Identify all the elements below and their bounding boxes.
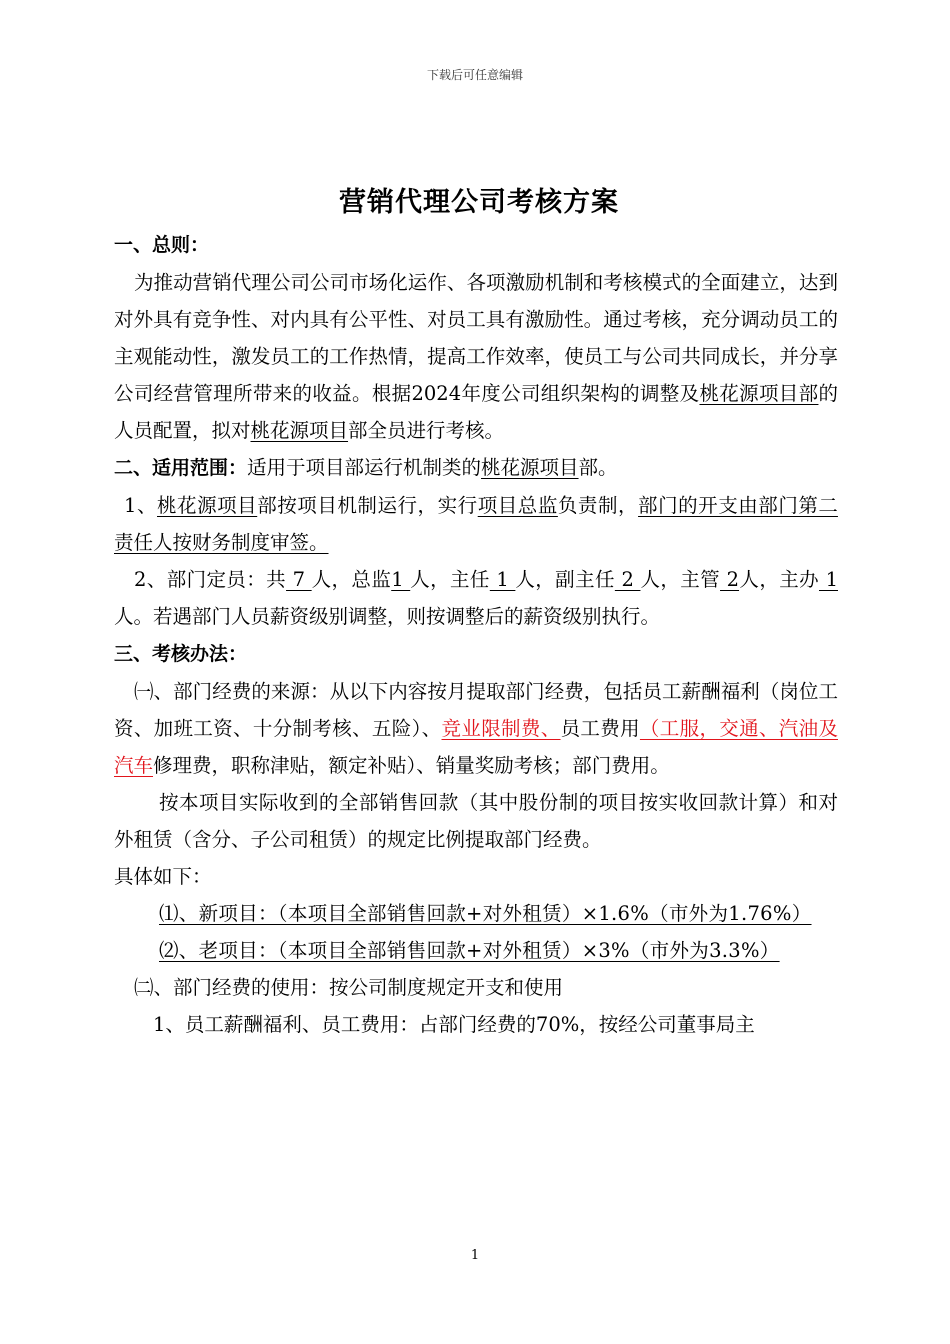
funding-basis-paragraph: 按本项目实际收到的全部销售回款（其中股份制的项目按实收回款计算）和对外租赁（含分、子公司租赁）的规定比例提取部门经费。 bbox=[114, 791, 838, 851]
header-note: 下载后可任意编辑 bbox=[426, 68, 523, 82]
highlight-noncompete-fee: 竞业限制费、 bbox=[441, 717, 561, 740]
new-project-rate: ⑴、新项目：（本项目全部销售回款+对外租赁）×1.6%（市外为1.76%） bbox=[159, 902, 812, 925]
section-heading-general: 一、总则： bbox=[114, 234, 210, 256]
project-name-link: 桃花源项目 bbox=[481, 456, 579, 479]
funding-usage-item-1: 1、员工薪酬福利、员工费用：占部门经费的70%，按经公司董事局主 bbox=[153, 1013, 755, 1036]
page-number: 1 bbox=[470, 1248, 480, 1263]
project-name-link: 桃花源项目 bbox=[250, 419, 349, 442]
section-heading-method: 三、考核办法： bbox=[114, 643, 248, 665]
general-paragraph: 为推动营销代理公司公司市场化运作、各项激励机制和考核模式的全面建立，达到对外具有竞争性、对内具有公平性、对员工具有激励性。通过考核，充分调动员工的主观能动性，激发员工的工作热情，提高工作效率，使员工与公司共同成长，并分享公司经营管理所带来的收益。根据2024年度公司组织架构的调整及桃花源项目部的人员配置，拟对桃花源项目部全员进行考核。 bbox=[114, 271, 838, 442]
document-body bbox=[114, 180, 838, 1043]
old-project-rate: ⑵、老项目：（本项目全部销售回款+对外租赁）×3%（市外为3.3%） bbox=[159, 939, 780, 962]
document-title: 营销代理公司考核方案 bbox=[339, 187, 619, 218]
funding-usage-heading: ㈡、部门经费的使用：按公司制度规定开支和使用 bbox=[134, 976, 564, 999]
details-label: 具体如下： bbox=[114, 865, 212, 888]
project-name-link: 桃花源项目部 bbox=[699, 382, 819, 405]
section-heading-scope: 二、适用范围：适用于项目部运行机制类的桃花源项目部。 bbox=[114, 456, 618, 479]
scope-item-2: 2、部门定员：共 7 人，总监1 人，主任 1 人，副主任 2 人，主管 2人，主办 1 人。若遇部门人员薪资级别调整，则按调整后的薪资级别执行。 bbox=[114, 568, 838, 628]
scope-item-1: 1、桃花源项目部按项目机制运行，实行项目总监负责制，部门的开支由部门第二责任人按财务制度审签。 bbox=[114, 494, 838, 554]
funding-source-paragraph: ㈠、部门经费的来源：从以下内容按月提取部门经费，包括员工薪酬福利（岗位工资、加班工资、十分制考核、五险）、竞业限制费、员工费用（工服，交通、汽油及汽车修理费，职称津贴，额定补贴）、销量奖励考核；部门费用。 bbox=[114, 680, 838, 777]
highlight-vehicle-costs: （工服，交通、汽油及汽车 bbox=[114, 717, 838, 777]
